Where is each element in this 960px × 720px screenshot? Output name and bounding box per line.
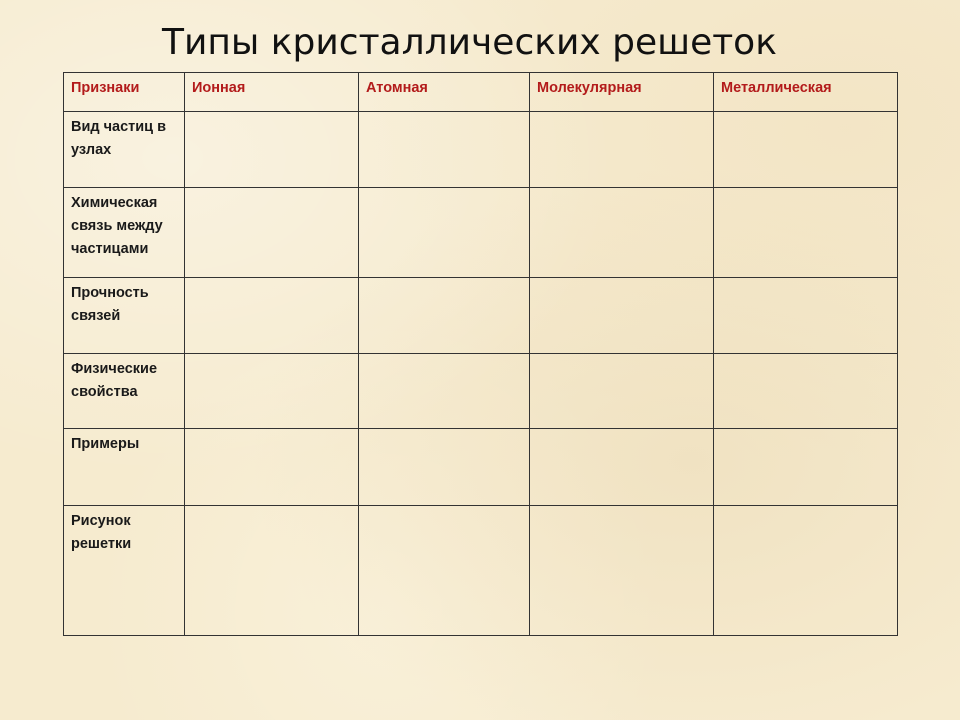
table-row <box>64 112 898 188</box>
cell-atomic-strength[interactable] <box>359 278 530 354</box>
cell-ionic-properties[interactable] <box>185 354 359 429</box>
cell-molecular-particles[interactable] <box>530 112 714 188</box>
cell-metallic-properties[interactable] <box>714 354 898 429</box>
table-row <box>64 188 898 278</box>
table-row <box>64 278 898 354</box>
cell-metallic-examples[interactable] <box>714 429 898 506</box>
cell-metallic-strength[interactable] <box>714 278 898 354</box>
cell-molecular-bond[interactable] <box>530 188 714 278</box>
header-molecular: Молекулярная <box>530 73 714 112</box>
cell-ionic-drawing[interactable] <box>185 506 359 636</box>
slide-title: Типы кристаллических решеток <box>162 22 777 63</box>
cell-metallic-particles[interactable] <box>714 112 898 188</box>
cell-atomic-particles[interactable] <box>359 112 530 188</box>
cell-ionic-strength[interactable] <box>185 278 359 354</box>
row-label-bond-strength: Прочность связей <box>64 278 185 354</box>
cell-atomic-properties[interactable] <box>359 354 530 429</box>
cell-molecular-drawing[interactable] <box>530 506 714 636</box>
cell-metallic-drawing[interactable] <box>714 506 898 636</box>
header-atomic: Атомная <box>359 73 530 112</box>
row-label-chemical-bond: Химическая связь между частицами <box>64 188 185 278</box>
cell-ionic-bond[interactable] <box>185 188 359 278</box>
header-features: Признаки <box>64 73 185 112</box>
cell-ionic-particles[interactable] <box>185 112 359 188</box>
table-row <box>64 506 898 636</box>
cell-molecular-properties[interactable] <box>530 354 714 429</box>
cell-molecular-strength[interactable] <box>530 278 714 354</box>
cell-metallic-bond[interactable] <box>714 188 898 278</box>
row-label-physical-properties: Физические свойства <box>64 354 185 429</box>
row-label-lattice-drawing: Рисунок решетки <box>64 506 185 636</box>
table-row <box>64 429 898 506</box>
cell-atomic-examples[interactable] <box>359 429 530 506</box>
cell-atomic-drawing[interactable] <box>359 506 530 636</box>
cell-molecular-examples[interactable] <box>530 429 714 506</box>
table-row <box>64 354 898 429</box>
crystal-lattice-table <box>63 72 898 636</box>
cell-ionic-examples[interactable] <box>185 429 359 506</box>
row-label-particles: Вид частиц в узлах <box>64 112 185 188</box>
cell-atomic-bond[interactable] <box>359 188 530 278</box>
row-label-examples: Примеры <box>64 429 185 506</box>
header-row <box>64 73 898 112</box>
header-ionic: Ионная <box>185 73 359 112</box>
header-metallic: Металлическая <box>714 73 898 112</box>
